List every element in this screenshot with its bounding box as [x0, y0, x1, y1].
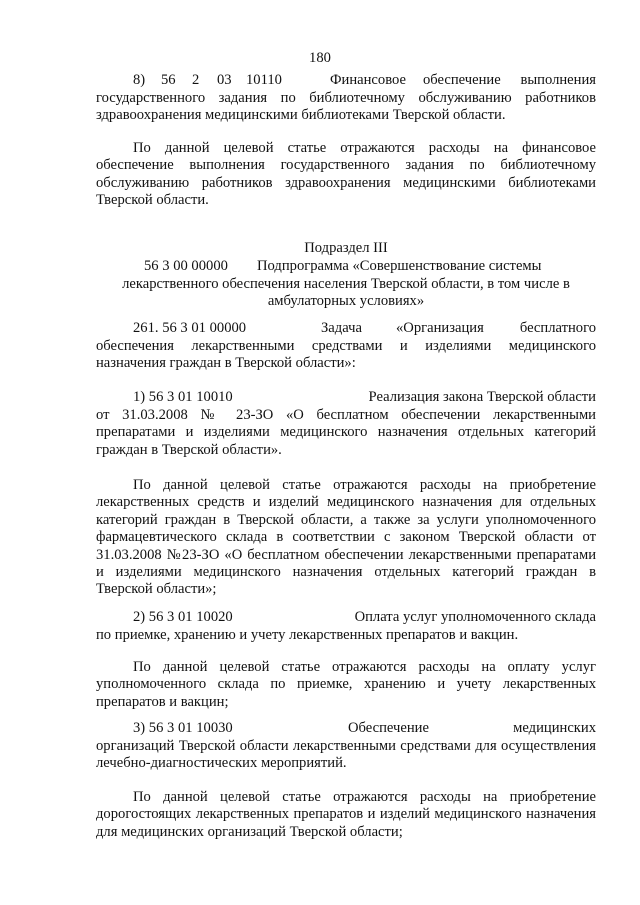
item-2-header: [96, 609, 596, 627]
item-title: Реализация закона Тверской области: [368, 389, 596, 405]
paragraph: По данной целевой статье отражаются расходы на финансовое обеспечение выполнения государственного задания по библиотечному обслуживанию работников здравоохранения медицинскими библиотеками Тверской области.: [96, 140, 596, 209]
subprogram-title-rest: лекарственного обеспечения населения Тверской области, в том числе в амбулаторных условиях»: [122, 276, 570, 310]
code-part: 03: [217, 72, 232, 88]
item-title: Оплата услуг уполномоченного склада: [354, 609, 596, 625]
item-8-header: [96, 72, 596, 90]
subsection-title: Подраздел III: [304, 240, 388, 256]
item-title-word: Финансовое: [330, 72, 406, 88]
item-3-header: [96, 720, 596, 738]
item-1-continuation: от 31.03.2008 № 23-ЗО «О бесплатном обеспечении лекарственными препаратами и изделиями медицинского назначения отдельных категорий граждан в Тверской области».: [96, 407, 596, 458]
item-title-word: выполнения: [520, 72, 596, 88]
item-code: 1) 56 3 01 10010: [133, 389, 233, 405]
item-title-word: Обеспечение: [348, 720, 429, 736]
item-2-continuation: по приемке, хранению и учету лекарственных препаратов и вакцин.: [96, 627, 519, 643]
subprogram-header: [96, 258, 596, 276]
item-8-continuation: государственного задания по библиотечному обслуживанию работников здравоохранения медицинскими библиотеками Тверской области.: [96, 90, 596, 124]
paragraph: По данной целевой статье отражаются расходы на оплату услуг уполномоченного склада по приемке, хранению и учету лекарственных препаратов и вакцин;: [96, 659, 596, 710]
code-part: 56: [161, 72, 176, 88]
task-continuation: обеспечения лекарственными средствами и изделиями медицинского назначения граждан в Тверской области»:: [96, 338, 596, 372]
item-title-word: медицинских: [513, 720, 596, 736]
task-word: Задача: [321, 320, 362, 336]
paragraph: По данной целевой статье отражаются расходы на приобретение лекарственных средств и изделий медицинского назначения для отдельных категорий граждан в Тверской области, а также за услуги уполномоченного фармацевтического склада в соответствии с законом Тверской области от 31.03.2008 №23-ЗО «О бесплатном обеспечении лекарственными препаратами и изделиями медицинского назначения отдельных категорий граждан в Тверской области»;: [96, 477, 596, 598]
code-part: 2: [192, 72, 200, 88]
item-title-word: обеспечение: [423, 72, 501, 88]
item-code: 2) 56 3 01 10020: [133, 609, 233, 625]
page-number: 180: [309, 50, 331, 66]
item-code: 3) 56 3 01 10030: [133, 720, 233, 736]
subprogram-title: Подпрограмма «Совершенствование системы: [257, 258, 542, 274]
item-number: 8): [133, 72, 146, 88]
code-part: 10110: [246, 72, 282, 88]
item-3-continuation: организаций Тверской области лекарственными средствами для осуществления лечебно-диагностических мероприятий.: [96, 738, 596, 772]
subprogram-code: 56 3 00 00000: [144, 258, 228, 274]
paragraph: По данной целевой статье отражаются расходы на приобретение дорогостоящих лекарственных препаратов и изделий медицинского назначения для медицинских организаций Тверской области;: [96, 789, 596, 840]
item-1-header: [96, 389, 596, 407]
task-code: 261. 56 3 01 00000: [133, 320, 247, 336]
task-word: бесплатного: [519, 320, 596, 336]
task-header: [96, 320, 596, 338]
task-word: «Организация: [396, 320, 484, 336]
